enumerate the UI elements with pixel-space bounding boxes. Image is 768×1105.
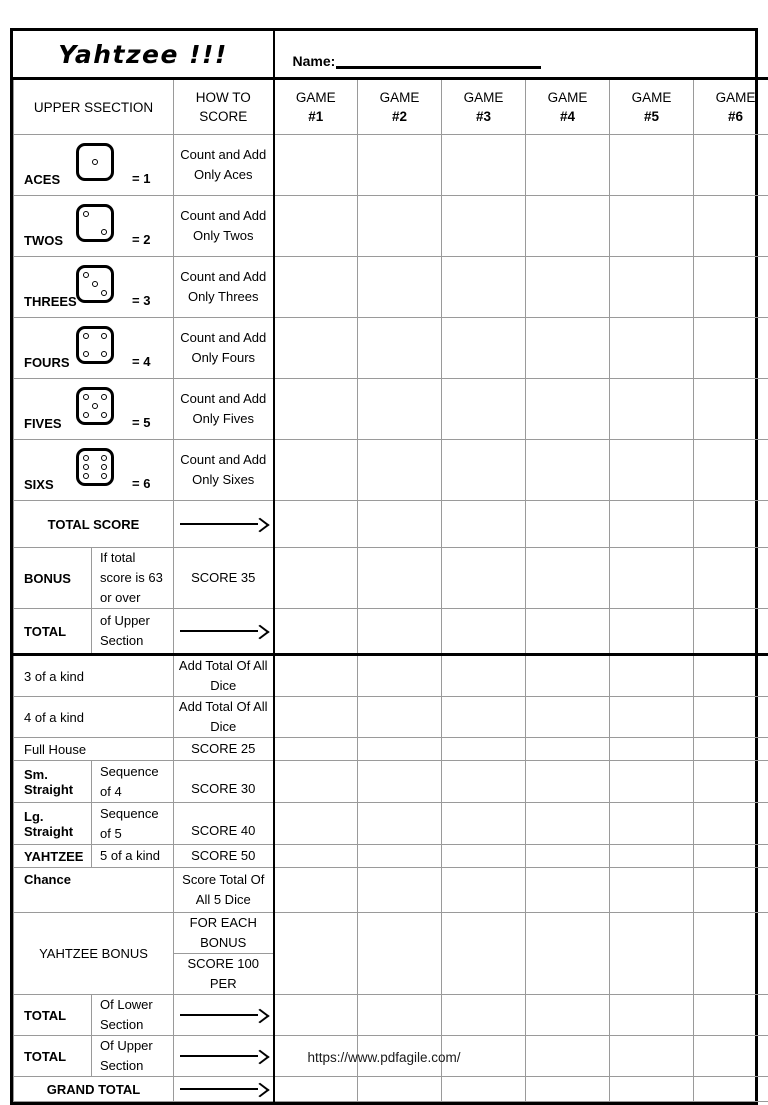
yahtzee-game-4-input[interactable] [526, 845, 610, 868]
twos-game-3-input[interactable] [442, 196, 526, 257]
fours-game-2-input[interactable] [358, 318, 442, 379]
die-face-5-icon [76, 387, 114, 425]
chance-how-line2: All 5 Dice [174, 890, 273, 910]
full-house-game-6-input[interactable] [694, 738, 768, 761]
total-upper-a-desc-line1: of Upper [100, 611, 173, 631]
four-of-a-kind-game-1-input[interactable] [274, 697, 358, 738]
aces-game-3-input[interactable] [442, 135, 526, 196]
total-score-game-3-input[interactable] [442, 501, 526, 548]
bonus-description [92, 548, 174, 609]
small-straight-how-to-score: SCORE 30 [174, 761, 274, 803]
how-to-score-header-line2: SCORE [174, 107, 273, 126]
total-lower-game-4-input[interactable] [526, 995, 610, 1036]
total-upper-a-desc-line2: Section [100, 631, 173, 651]
chance-game-4-input[interactable] [526, 868, 610, 913]
yahtzee-bonus-game-4-input[interactable] [526, 913, 610, 995]
fives-game-5-input[interactable] [610, 379, 694, 440]
sixes-how-line1: Count and Add [174, 450, 273, 470]
grand-total-game-4-input[interactable] [526, 1077, 610, 1102]
yahtzee-description: 5 of a kind [92, 845, 174, 868]
total-lower-desc-line1: Of Lower [100, 995, 173, 1015]
total-upper-b-desc-line2: Section [100, 1056, 173, 1076]
threes-equals: = 3 [132, 293, 150, 308]
yahtzee-bonus-how-line2: BONUS [174, 933, 273, 953]
chance-game-2-input[interactable] [358, 868, 442, 913]
total-lower-game-1-input[interactable] [274, 995, 358, 1036]
sheet-header-row [14, 31, 768, 79]
three-of-a-kind-label: 3 of a kind [14, 655, 174, 697]
arrow-right-icon [180, 625, 266, 637]
twos-how-line1: Count and Add [174, 206, 273, 226]
yahtzee-game-1-input[interactable] [274, 845, 358, 868]
aces-game-1-input[interactable] [274, 135, 358, 196]
twos-label-cell [14, 196, 174, 257]
arrow-right-icon [180, 1083, 266, 1095]
score-row-total-lower [14, 995, 768, 1036]
fives-equals: = 5 [132, 415, 150, 430]
score-row-chance [14, 868, 768, 913]
fours-label: FOURS [24, 355, 70, 370]
full-house-game-4-input[interactable] [526, 738, 610, 761]
game-header-word-1: GAME [275, 88, 358, 107]
score-row-total-score [14, 501, 768, 548]
fives-label-cell [14, 379, 174, 440]
name-label: Name: [293, 53, 336, 69]
fours-label-cell [14, 318, 174, 379]
full-house-game-3-input[interactable] [442, 738, 526, 761]
title-cell [14, 31, 274, 79]
four-of-a-kind-how-to-score [174, 697, 274, 738]
arrow-right-icon [180, 1009, 266, 1021]
twos-game-4-input[interactable] [526, 196, 610, 257]
twos-game-2-input[interactable] [358, 196, 442, 257]
threes-how-line1: Count and Add [174, 267, 273, 287]
total-upper-a-game-6-input[interactable] [694, 609, 768, 655]
total-score-arrow-cell [174, 501, 274, 548]
game-header-word-3: GAME [442, 88, 525, 107]
score-row-four-of-a-kind [14, 697, 768, 738]
fours-game-5-input[interactable] [610, 318, 694, 379]
large-straight-game-6-input[interactable] [694, 803, 768, 845]
fives-game-1-input[interactable] [274, 379, 358, 440]
chance-game-5-input[interactable] [610, 868, 694, 913]
yahtzee-game-3-input[interactable] [442, 845, 526, 868]
three-of-a-kind-how-line2: Dice [174, 676, 273, 696]
small-straight-game-2-input[interactable] [358, 761, 442, 803]
yahtzee-game-5-input[interactable] [610, 845, 694, 868]
total-upper-a-game-1-input[interactable] [274, 609, 358, 655]
game-header-word-5: GAME [610, 88, 693, 107]
large-straight-how-to-score: SCORE 40 [174, 803, 274, 845]
fives-label: FIVES [24, 416, 62, 431]
upper-section-header: UPPER SSECTION [14, 79, 174, 135]
game-header-word-4: GAME [526, 88, 609, 107]
score-row-threes [14, 257, 768, 318]
aces-how-line1: Count and Add [174, 145, 273, 165]
large-straight-label-line2: Straight [24, 824, 91, 839]
threes-how-line2: Only Threes [174, 287, 273, 307]
chance-label: Chance [14, 868, 174, 913]
large-straight-label-line1: Lg. [24, 809, 91, 824]
four-of-a-kind-game-4-input[interactable] [526, 697, 610, 738]
sixes-game-5-input[interactable] [610, 440, 694, 501]
large-straight-game-1-input[interactable] [274, 803, 358, 845]
grand-total-label: GRAND TOTAL [14, 1077, 174, 1102]
how-to-score-header-line1: HOW TO [174, 88, 273, 107]
threes-game-1-input[interactable] [274, 257, 358, 318]
score-row-three-of-a-kind [14, 655, 768, 697]
score-row-full-house [14, 738, 768, 761]
total-score-game-2-input[interactable] [358, 501, 442, 548]
three-of-a-kind-how-line1: Add Total Of All [174, 656, 273, 676]
die-face-3-icon [76, 265, 114, 303]
total-lower-game-5-input[interactable] [610, 995, 694, 1036]
fours-game-1-input[interactable] [274, 318, 358, 379]
total-lower-label: TOTAL [14, 995, 92, 1036]
total-upper-a-description [92, 609, 174, 655]
twos-how-to-score [174, 196, 274, 257]
bonus-desc-line3: or over [100, 588, 173, 608]
threes-label: THREES [24, 294, 77, 309]
twos-game-1-input[interactable] [274, 196, 358, 257]
sixes-equals: = 6 [132, 476, 150, 491]
total-score-game-6-input[interactable] [694, 501, 768, 548]
small-straight-description [92, 761, 174, 803]
grand-total-game-1-input[interactable] [274, 1077, 358, 1102]
total-upper-a-game-4-input[interactable] [526, 609, 610, 655]
arrow-right-icon [180, 518, 266, 530]
fives-how-line1: Count and Add [174, 389, 273, 409]
grand-total-arrow-cell [174, 1077, 274, 1102]
yahtzee-score-sheet [10, 28, 758, 1105]
large-straight-label [14, 803, 92, 845]
small-straight-label-line2: Straight [24, 782, 91, 797]
score-row-aces [14, 135, 768, 196]
fours-equals: = 4 [132, 354, 150, 369]
small-straight-game-5-input[interactable] [610, 761, 694, 803]
chance-game-1-input[interactable] [274, 868, 358, 913]
total-lower-game-6-input[interactable] [694, 995, 768, 1036]
sixes-game-1-input[interactable] [274, 440, 358, 501]
full-house-game-5-input[interactable] [610, 738, 694, 761]
column-header-row [14, 79, 768, 135]
yahtzee-label: YAHTZEE [14, 845, 92, 868]
small-straight-game-4-input[interactable] [526, 761, 610, 803]
score-row-yahtzee [14, 845, 768, 868]
chance-game-6-input[interactable] [694, 868, 768, 913]
bonus-desc-line2: score is 63 [100, 568, 173, 588]
total-score-game-5-input[interactable] [610, 501, 694, 548]
game-header-6 [694, 79, 768, 135]
yahtzee-bonus-game-6-input[interactable] [694, 913, 768, 995]
game-header-3 [442, 79, 526, 135]
score-row-large-straight [14, 803, 768, 845]
die-face-2-icon [76, 204, 114, 242]
yahtzee-bonus-how-to-score [174, 913, 274, 954]
chance-how-line1: Score Total Of [174, 870, 273, 890]
bonus-game-4-input[interactable] [526, 548, 610, 609]
fours-how-line2: Only Fours [174, 348, 273, 368]
four-of-a-kind-how-line1: Add Total Of All [174, 697, 273, 717]
twos-how-line2: Only Twos [174, 226, 273, 246]
total-upper-a-label: TOTAL [14, 609, 92, 655]
total-lower-description [92, 995, 174, 1036]
four-of-a-kind-how-line2: Dice [174, 717, 273, 737]
fives-game-3-input[interactable] [442, 379, 526, 440]
chance-game-3-input[interactable] [442, 868, 526, 913]
fours-game-3-input[interactable] [442, 318, 526, 379]
four-of-a-kind-game-5-input[interactable] [610, 697, 694, 738]
twos-game-6-input[interactable] [694, 196, 768, 257]
game-header-word-6: GAME [694, 88, 768, 107]
total-upper-b-desc-line1: Of Upper [100, 1036, 173, 1056]
game-header-1 [274, 79, 358, 135]
aces-how-to-score [174, 135, 274, 196]
large-straight-game-2-input[interactable] [358, 803, 442, 845]
large-straight-description [92, 803, 174, 845]
game-header-number-5: #5 [610, 107, 693, 126]
aces-how-line2: Only Aces [174, 165, 273, 185]
yahtzee-bonus-how-line1: FOR EACH [174, 913, 273, 933]
aces-equals: = 1 [132, 171, 150, 186]
aces-game-6-input[interactable] [694, 135, 768, 196]
sixes-how-line2: Only Sixes [174, 470, 273, 490]
fours-how-to-score [174, 318, 274, 379]
four-of-a-kind-label: 4 of a kind [14, 697, 174, 738]
twos-label: TWOS [24, 233, 63, 248]
small-straight-game-1-input[interactable] [274, 761, 358, 803]
game-header-number-4: #4 [526, 107, 609, 126]
name-input-line[interactable] [336, 53, 541, 69]
game-header-2 [358, 79, 442, 135]
score-row-total-upper-a [14, 609, 768, 655]
three-of-a-kind-game-3-input[interactable] [442, 655, 526, 697]
sixes-game-2-input[interactable] [358, 440, 442, 501]
score-table [13, 31, 768, 1102]
aces-label: ACES [24, 172, 60, 187]
sixes-label: SIXS [24, 477, 54, 492]
total-lower-game-2-input[interactable] [358, 995, 442, 1036]
total-upper-b-label: TOTAL [14, 1036, 92, 1077]
fours-game-4-input[interactable] [526, 318, 610, 379]
total-score-label: TOTAL SCORE [14, 501, 174, 548]
score-row-twos [14, 196, 768, 257]
grand-total-game-5-input[interactable] [610, 1077, 694, 1102]
fives-game-6-input[interactable] [694, 379, 768, 440]
yahtzee-game-2-input[interactable] [358, 845, 442, 868]
large-straight-desc-line2: of 5 [100, 824, 173, 844]
threes-game-4-input[interactable] [526, 257, 610, 318]
grand-total-game-6-input[interactable] [694, 1077, 768, 1102]
name-field-cell[interactable] [274, 31, 768, 79]
three-of-a-kind-game-6-input[interactable] [694, 655, 768, 697]
threes-game-5-input[interactable] [610, 257, 694, 318]
small-straight-label [14, 761, 92, 803]
twos-game-5-input[interactable] [610, 196, 694, 257]
game-header-number-2: #2 [358, 107, 441, 126]
four-of-a-kind-game-6-input[interactable] [694, 697, 768, 738]
full-house-game-2-input[interactable] [358, 738, 442, 761]
score-row-bonus [14, 548, 768, 609]
bonus-desc-line1: If total [100, 548, 173, 568]
yahtzee-bonus-game-2-input[interactable] [358, 913, 442, 995]
yahtzee-game-6-input[interactable] [694, 845, 768, 868]
fours-game-6-input[interactable] [694, 318, 768, 379]
total-upper-a-game-5-input[interactable] [610, 609, 694, 655]
three-of-a-kind-how-to-score [174, 655, 274, 697]
small-straight-game-3-input[interactable] [442, 761, 526, 803]
threes-how-to-score [174, 257, 274, 318]
die-face-6-icon [76, 448, 114, 486]
large-straight-game-5-input[interactable] [610, 803, 694, 845]
yahtzee-bonus-score-per: SCORE 100 PER [174, 954, 274, 995]
small-straight-game-6-input[interactable] [694, 761, 768, 803]
fives-game-4-input[interactable] [526, 379, 610, 440]
die-face-1-icon [76, 143, 114, 181]
large-straight-game-3-input[interactable] [442, 803, 526, 845]
score-row-fours [14, 318, 768, 379]
chance-how-to-score [174, 868, 274, 913]
small-straight-label-line1: Sm. [24, 767, 91, 782]
score-row-sixes [14, 440, 768, 501]
footer-url[interactable]: https://www.pdfagile.com/ [0, 1050, 768, 1065]
fives-game-2-input[interactable] [358, 379, 442, 440]
bonus-game-1-input[interactable] [274, 548, 358, 609]
bonus-label: BONUS [14, 548, 92, 609]
total-upper-a-game-3-input[interactable] [442, 609, 526, 655]
yahtzee-how-to-score: SCORE 50 [174, 845, 274, 868]
how-to-score-header [174, 79, 274, 135]
score-row-yahtzee-bonus-a [14, 913, 768, 954]
score-row-grand-total [14, 1077, 768, 1102]
total-score-game-1-input[interactable] [274, 501, 358, 548]
sixes-how-to-score [174, 440, 274, 501]
threes-game-6-input[interactable] [694, 257, 768, 318]
sixes-game-6-input[interactable] [694, 440, 768, 501]
bonus-game-5-input[interactable] [610, 548, 694, 609]
full-house-game-1-input[interactable] [274, 738, 358, 761]
game-header-number-6: #6 [694, 107, 768, 126]
score-row-fives [14, 379, 768, 440]
threes-label-cell [14, 257, 174, 318]
fours-how-line1: Count and Add [174, 328, 273, 348]
sixes-game-4-input[interactable] [526, 440, 610, 501]
yahtzee-bonus-game-1-input[interactable] [274, 913, 358, 995]
die-face-4-icon [76, 326, 114, 364]
total-score-game-4-input[interactable] [526, 501, 610, 548]
four-of-a-kind-game-2-input[interactable] [358, 697, 442, 738]
game-header-4 [526, 79, 610, 135]
aces-game-4-input[interactable] [526, 135, 610, 196]
large-straight-game-4-input[interactable] [526, 803, 610, 845]
grand-total-game-3-input[interactable] [442, 1077, 526, 1102]
grand-total-game-2-input[interactable] [358, 1077, 442, 1102]
yahtzee-bonus-game-5-input[interactable] [610, 913, 694, 995]
three-of-a-kind-game-4-input[interactable] [526, 655, 610, 697]
sixes-label-cell [14, 440, 174, 501]
four-of-a-kind-game-3-input[interactable] [442, 697, 526, 738]
three-of-a-kind-game-5-input[interactable] [610, 655, 694, 697]
bonus-game-6-input[interactable] [694, 548, 768, 609]
total-lower-desc-line2: Section [100, 1015, 173, 1035]
game-header-number-3: #3 [442, 107, 525, 126]
aces-game-5-input[interactable] [610, 135, 694, 196]
fives-how-line2: Only Fives [174, 409, 273, 429]
bonus-game-2-input[interactable] [358, 548, 442, 609]
game-header-5 [610, 79, 694, 135]
aces-label-cell [14, 135, 174, 196]
score-row-small-straight [14, 761, 768, 803]
total-lower-game-3-input[interactable] [442, 995, 526, 1036]
total-upper-a-game-2-input[interactable] [358, 609, 442, 655]
total-lower-arrow-cell [174, 995, 274, 1036]
total-upper-a-arrow-cell [174, 609, 274, 655]
sixes-game-3-input[interactable] [442, 440, 526, 501]
small-straight-desc-line1: Sequence [100, 762, 173, 782]
game-header-word-2: GAME [358, 88, 441, 107]
small-straight-desc-line2: of 4 [100, 782, 173, 802]
three-of-a-kind-game-1-input[interactable] [274, 655, 358, 697]
game-header-number-1: #1 [275, 107, 358, 126]
threes-game-3-input[interactable] [442, 257, 526, 318]
page-title: Yahtzee !!! [58, 40, 228, 69]
bonus-game-3-input[interactable] [442, 548, 526, 609]
large-straight-desc-line1: Sequence [100, 804, 173, 824]
twos-equals: = 2 [132, 232, 150, 247]
three-of-a-kind-game-2-input[interactable] [358, 655, 442, 697]
full-house-label: Full House [14, 738, 174, 761]
aces-game-2-input[interactable] [358, 135, 442, 196]
bonus-how-to-score: SCORE 35 [174, 548, 274, 609]
yahtzee-bonus-game-3-input[interactable] [442, 913, 526, 995]
full-house-how-to-score: SCORE 25 [174, 738, 274, 761]
threes-game-2-input[interactable] [358, 257, 442, 318]
fives-how-to-score [174, 379, 274, 440]
yahtzee-bonus-label: YAHTZEE BONUS [14, 913, 174, 995]
